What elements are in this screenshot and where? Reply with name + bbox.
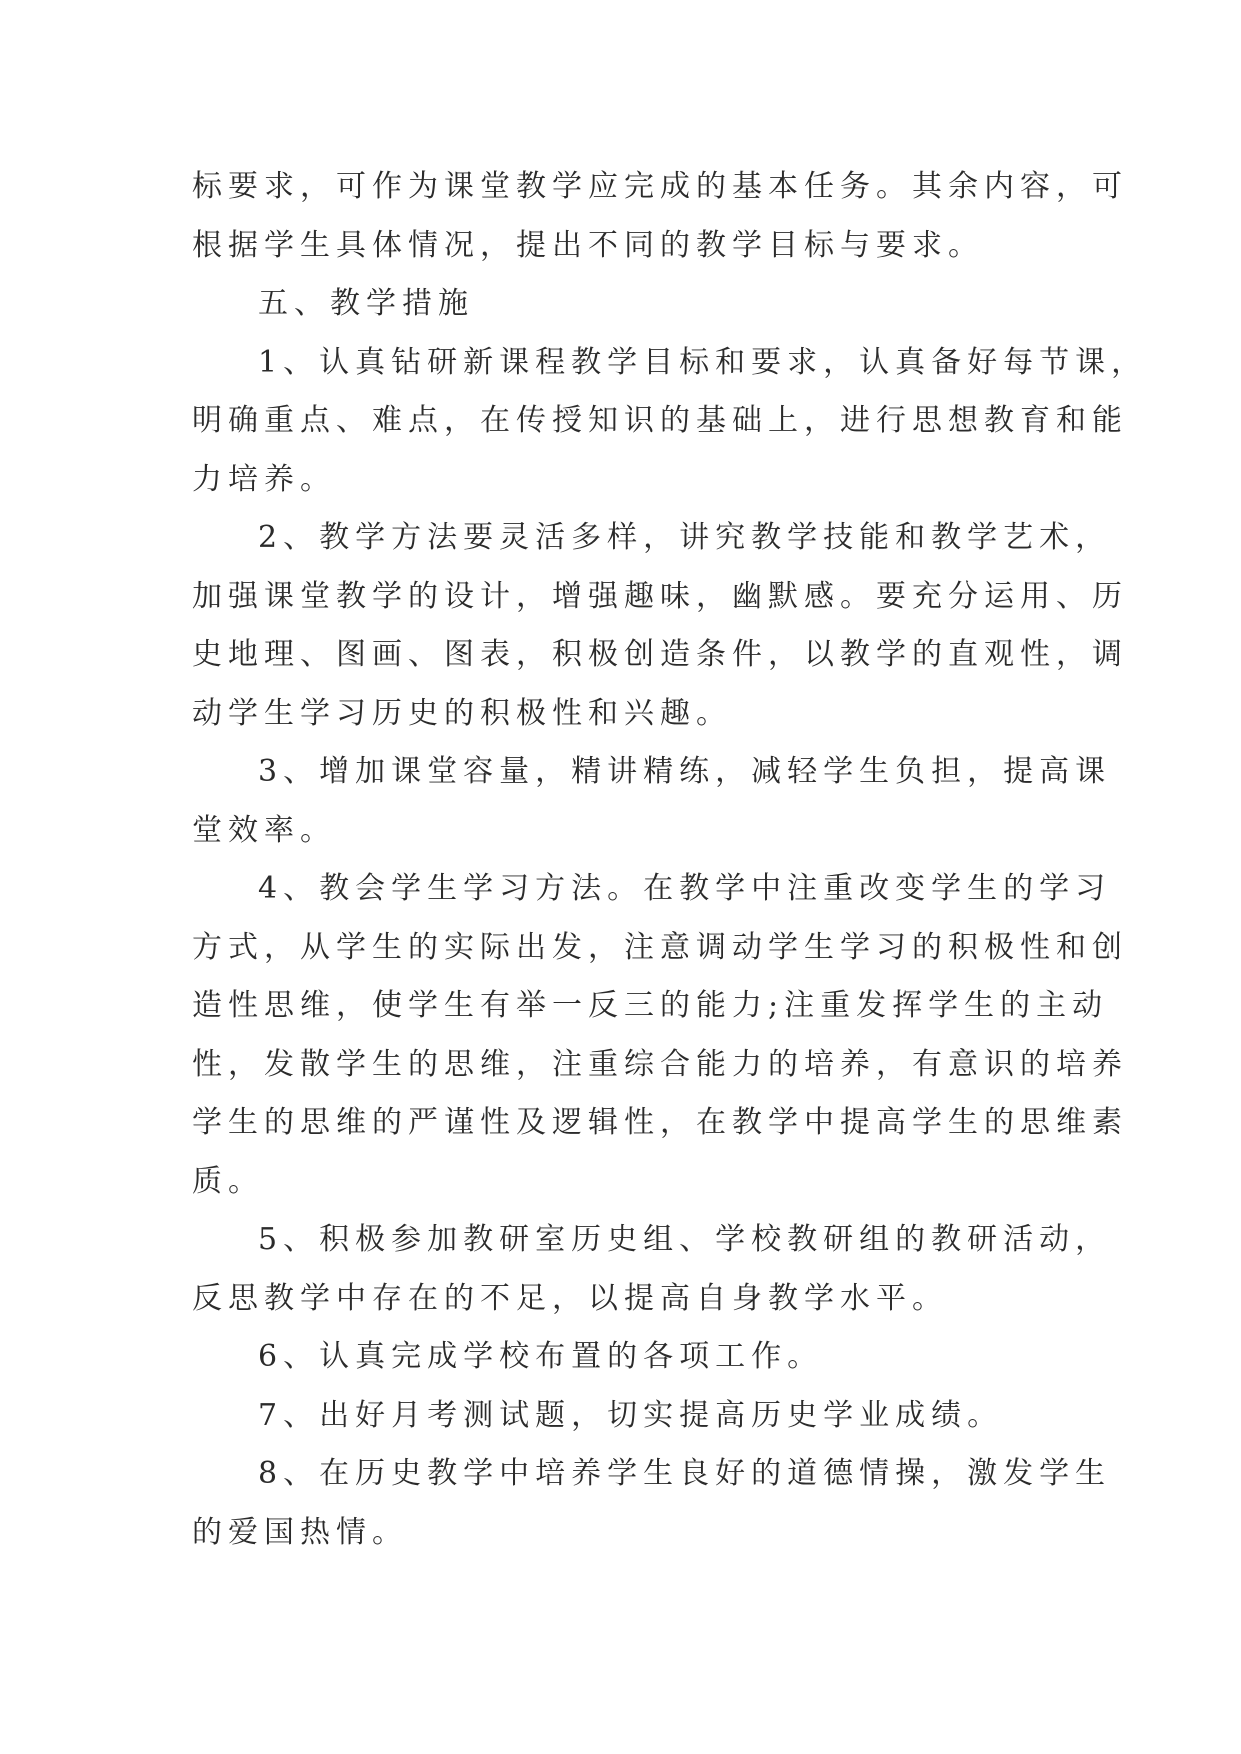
text-line: 的爱国热情。: [192, 1514, 408, 1550]
text-line: 2、教学方法要灵活多样，讲究教学技能和教学艺术，: [258, 520, 1112, 555]
text-line: 动学生学习历史的积极性和兴趣。: [192, 695, 732, 731]
paragraph-measure-6: [192, 1328, 1072, 1387]
text-line: 6、认真完成学校布置的各项工作。: [258, 1339, 824, 1374]
text-line: 性，发散学生的思维，注重综合能力的培养，有意识的培养: [192, 1046, 1128, 1082]
text-line: 明确重点、难点，在传授知识的基础上，进行思想教育和能: [192, 403, 1128, 438]
text-line: 3、增加课堂容量，精讲精练，减轻学生负担，提高课: [258, 754, 1112, 789]
text-line: 7、出好月考测试题，切实提高历史学业成绩。: [258, 1397, 1004, 1433]
text-line: 学生的思维的严谨性及逻辑性，在教学中提高学生的思维素: [192, 1105, 1128, 1140]
paragraph-measure-8: [192, 1445, 1112, 1562]
text-line: 标要求，可作为课堂教学应完成的基本任务。其余内容，可: [192, 169, 1128, 204]
heading-text: 五、教学措施: [258, 286, 474, 321]
text-line: 5、积极参加教研室历史组、学校教研组的教研活动，: [258, 1222, 1112, 1257]
text-line: 堂效率。: [192, 812, 336, 848]
paragraph-measure-4: [192, 860, 1128, 1211]
paragraph-measure-1: [192, 334, 1148, 510]
text-line: 方式，从学生的实际出发，注意调动学生学习的积极性和创: [192, 929, 1128, 965]
text-line: 史地理、图画、图表，积极创造条件，以教学的直观性，调: [192, 637, 1128, 672]
text-line: 根据学生具体情况，提出不同的教学目标与要求。: [192, 227, 984, 263]
paragraph-intro-continued: [192, 158, 1128, 275]
paragraph-measure-3: [192, 743, 1112, 860]
text-line: 力培养。: [192, 461, 336, 497]
text-line: 加强课堂教学的设计，增强趣味，幽默感。要充分运用、历: [192, 578, 1128, 614]
document-body: [192, 158, 1148, 1562]
paragraph-measure-7: [192, 1387, 1072, 1446]
text-line: 4、教会学生学习方法。在教学中注重改变学生的学习: [258, 871, 1112, 906]
paragraph-measure-2: [192, 509, 1128, 743]
text-line: 质。: [192, 1163, 264, 1199]
text-line: 1、认真钻研新课程教学目标和要求，认真备好每节课，: [258, 344, 1148, 380]
section-heading: [192, 275, 1072, 334]
text-line: 造性思维，使学生有举一反三的能力;注重发挥学生的主动: [192, 988, 1109, 1023]
paragraph-measure-5: [192, 1211, 1112, 1328]
text-line: 8、在历史教学中培养学生良好的道德情操，激发学生: [258, 1456, 1112, 1491]
text-line: 反思教学中存在的不足，以提高自身教学水平。: [192, 1280, 948, 1316]
